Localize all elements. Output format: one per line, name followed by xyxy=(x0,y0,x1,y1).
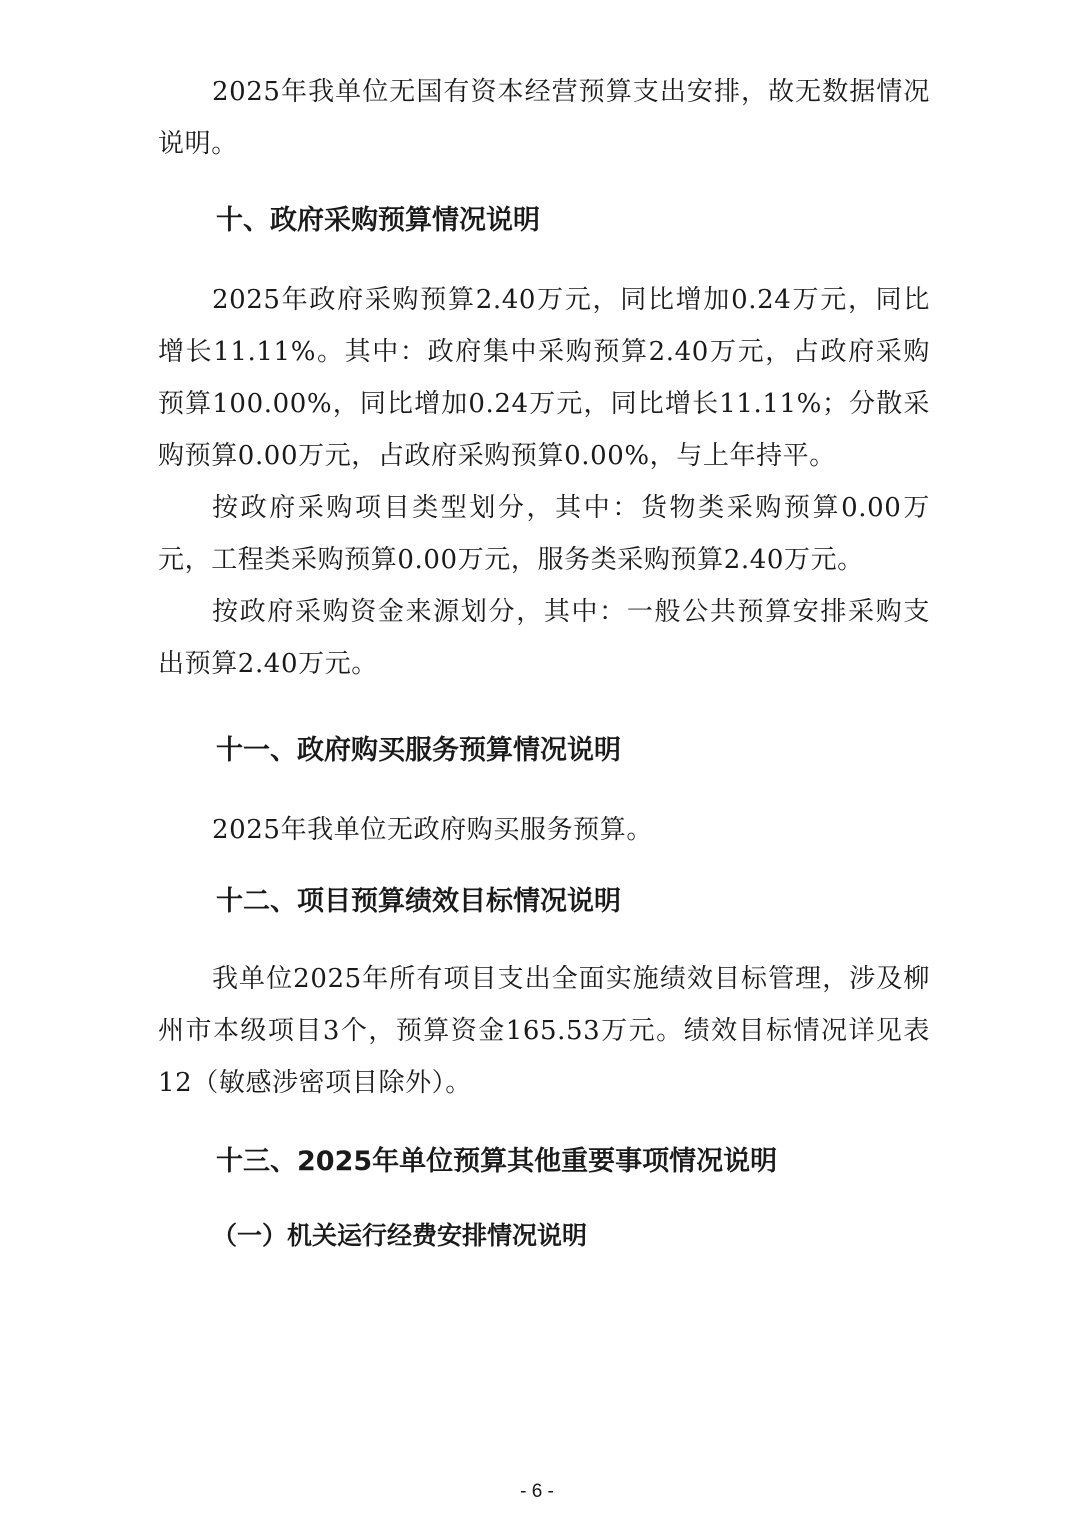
state-capital-section xyxy=(158,66,930,170)
paragraph-procurement-by-type: 按政府采购项目类型划分，其中：货物类采购预算0.00万元，工程类采购预算0.00万元，服务类采购预算2.40万元。 xyxy=(158,493,930,575)
section-13-sub1 xyxy=(158,1210,930,1262)
section-11 xyxy=(158,725,930,777)
paragraph-state-capital-budget: 2025年我单位无国有资本经营预算支出安排，故无数据情况说明。 xyxy=(158,77,930,159)
heading-government-purchased-services: 十一、政府购买服务预算情况说明 xyxy=(216,735,621,766)
section-10-body xyxy=(158,274,930,690)
section-12-body xyxy=(158,953,930,1109)
page-number: - 6 - xyxy=(520,1481,554,1502)
section-10 xyxy=(158,195,930,247)
section-11-body xyxy=(158,804,930,856)
paragraph-performance-targets: 我单位2025年所有项目支出全面实施绩效目标管理，涉及柳州市本级项目3个，预算资金165.53万元。绩效目标情况详见表12（敏感涉密项目除外）。 xyxy=(158,964,930,1098)
subheading-operating-expenses: （一）机关运行经费安排情况说明 xyxy=(212,1221,588,1250)
heading-government-procurement: 十、政府采购预算情况说明 xyxy=(216,205,540,236)
heading-other-important-matters: 十三、2025年单位预算其他重要事项情况说明 xyxy=(216,1146,778,1177)
paragraph-procurement-overview: 2025年政府采购预算2.40万元，同比增加0.24万元，同比增长11.11%。其中：政府集中采购预算2.40万元，占政府采购预算100.00%，同比增加0.24万元，同比增长11.11%；分散采购预算0.00万元，占政府采购预算0.00%，与上年持平。 xyxy=(158,285,930,471)
heading-performance-targets: 十二、项目预算绩效目标情况说明 xyxy=(216,886,621,917)
paragraph-procurement-by-source: 按政府采购资金来源划分，其中：一般公共预算安排采购支出预算2.40万元。 xyxy=(158,597,930,679)
paragraph-purchased-services: 2025年我单位无政府购买服务预算。 xyxy=(212,815,653,845)
section-13 xyxy=(158,1136,930,1188)
section-12 xyxy=(158,876,930,928)
